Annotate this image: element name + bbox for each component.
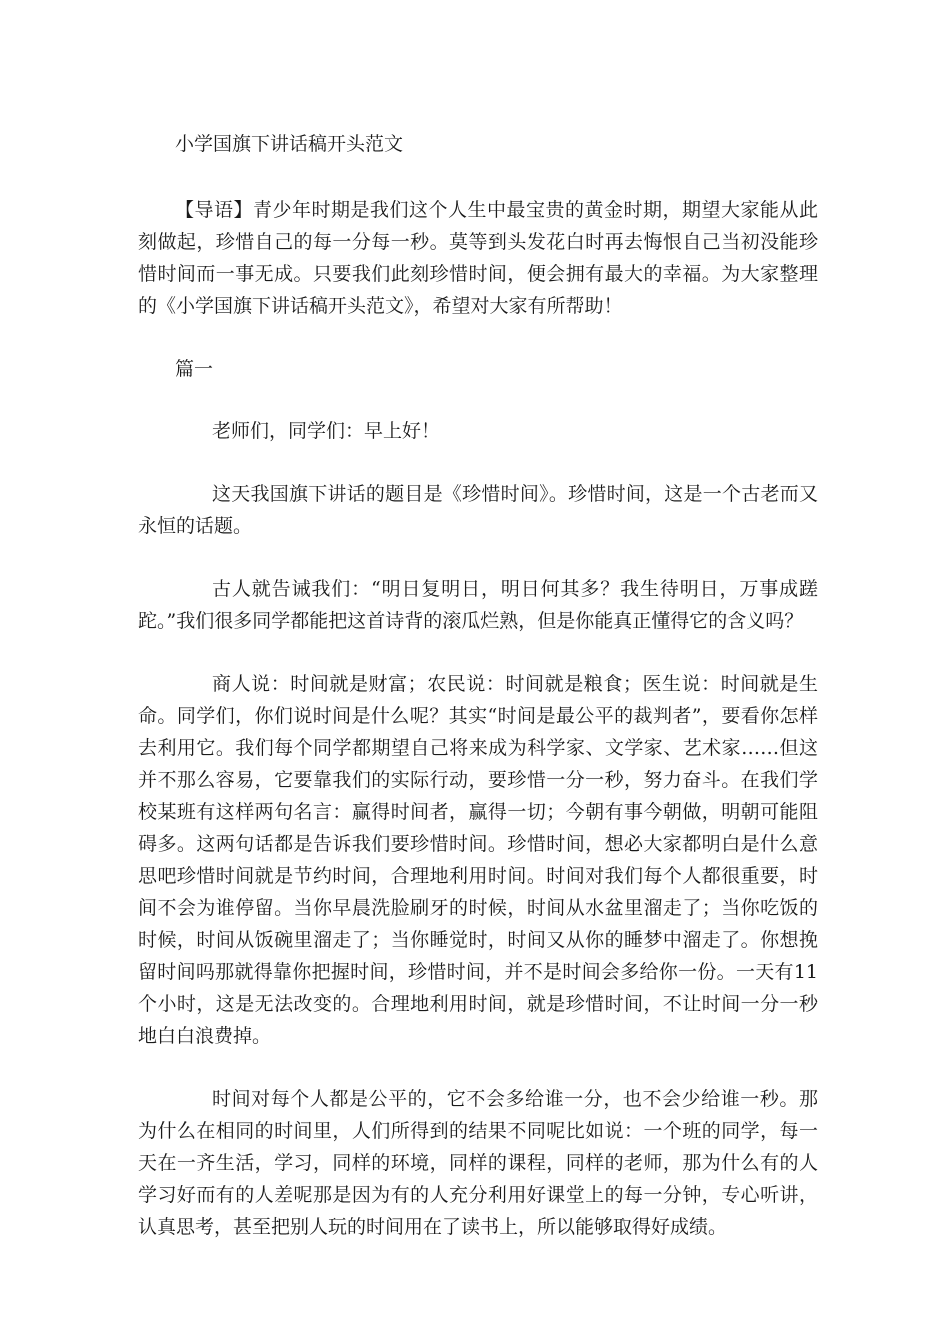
quote-paragraph: 古人就告诫我们：“明日复明日，明日何其多？我生待明日，万事成蹉跎。”我们很多同学都能把这首诗背的滚瓜烂熟，但是你能真正懂得它的含义吗？ [138, 578, 818, 632]
topic-paragraph: 这天我国旗下讲话的题目是《珍惜时间》。珍惜时间，这是一个古老而又永恒的话题。 [138, 483, 818, 537]
fairness-paragraph: 时间对每个人都是公平的，它不会多给谁一分，也不会少给谁一秒。那为什么在相同的时间里，人们所得到的结果不同呢比如说：一个班的同学，每一天在一齐生活，学习，同样的环境，同样的课程，同样的老师，那为什么有的人学习好而有的人差呢那是因为有的人充分利用好课堂上的每一分钟，专心听讲，认真思考，甚至把别人玩的时间用在了读书上，所以能够取得好成绩。 [138, 1088, 818, 1238]
section-heading: 篇一 [175, 358, 214, 380]
body-paragraph: 商人说：时间就是财富；农民说：时间就是粮食；医生说：时间就是生命。同学们，你们说时间是什么呢？其实“时间是最公平的裁判者”，要看你怎样去利用它。我们每个同学都期望自己将来成为科学家、文学家、艺术家……但这并不那么容易，它要靠我们的实际行动，要珍惜一分一秒，努力奋斗。在我们学校某班有这样两句名言：赢得时间者，赢得一切；今朝有事今朝做，明朝可能阻碍多。这两句话都是告诉我们要珍惜时间。珍惜时间，想必大家都明白是什么意思吧珍惜时间就是节约时间，合理地利用时间。时间对我们每个人都很重要，时间不会为谁停留。当你早晨洗脸刷牙的时候，时间从水盆里溜走了；当你吃饭的时候，时间从饭碗里溜走了；当你睡觉时，时间又从你的睡梦中溜走了。你想挽留时间吗那就得靠你把握时间，珍惜时间，并不是时间会多给你一份。一天有11个小时，这是无法改变的。合理地利用时间，就是珍惜时间，不让时间一分一秒地白白浪费掉。 [138, 673, 818, 1047]
intro-paragraph: 【导语】青少年时期是我们这个人生中最宝贵的黄金时期，期望大家能从此刻做起，珍惜自己的每一分每一秒。莫等到头发花白时再去悔恨自己当初没能珍惜时间而一事无成。只要我们此刻珍惜时间，便会拥有最大的幸福。为大家整理的《小学国旗下讲话稿开头范文》，希望对大家有所帮助！ [138, 199, 818, 317]
greeting-paragraph: 老师们，同学们：早上好！ [212, 420, 441, 442]
document-title: 小学国旗下讲话稿开头范文 [175, 133, 404, 155]
document-body [138, 128, 818, 1274]
